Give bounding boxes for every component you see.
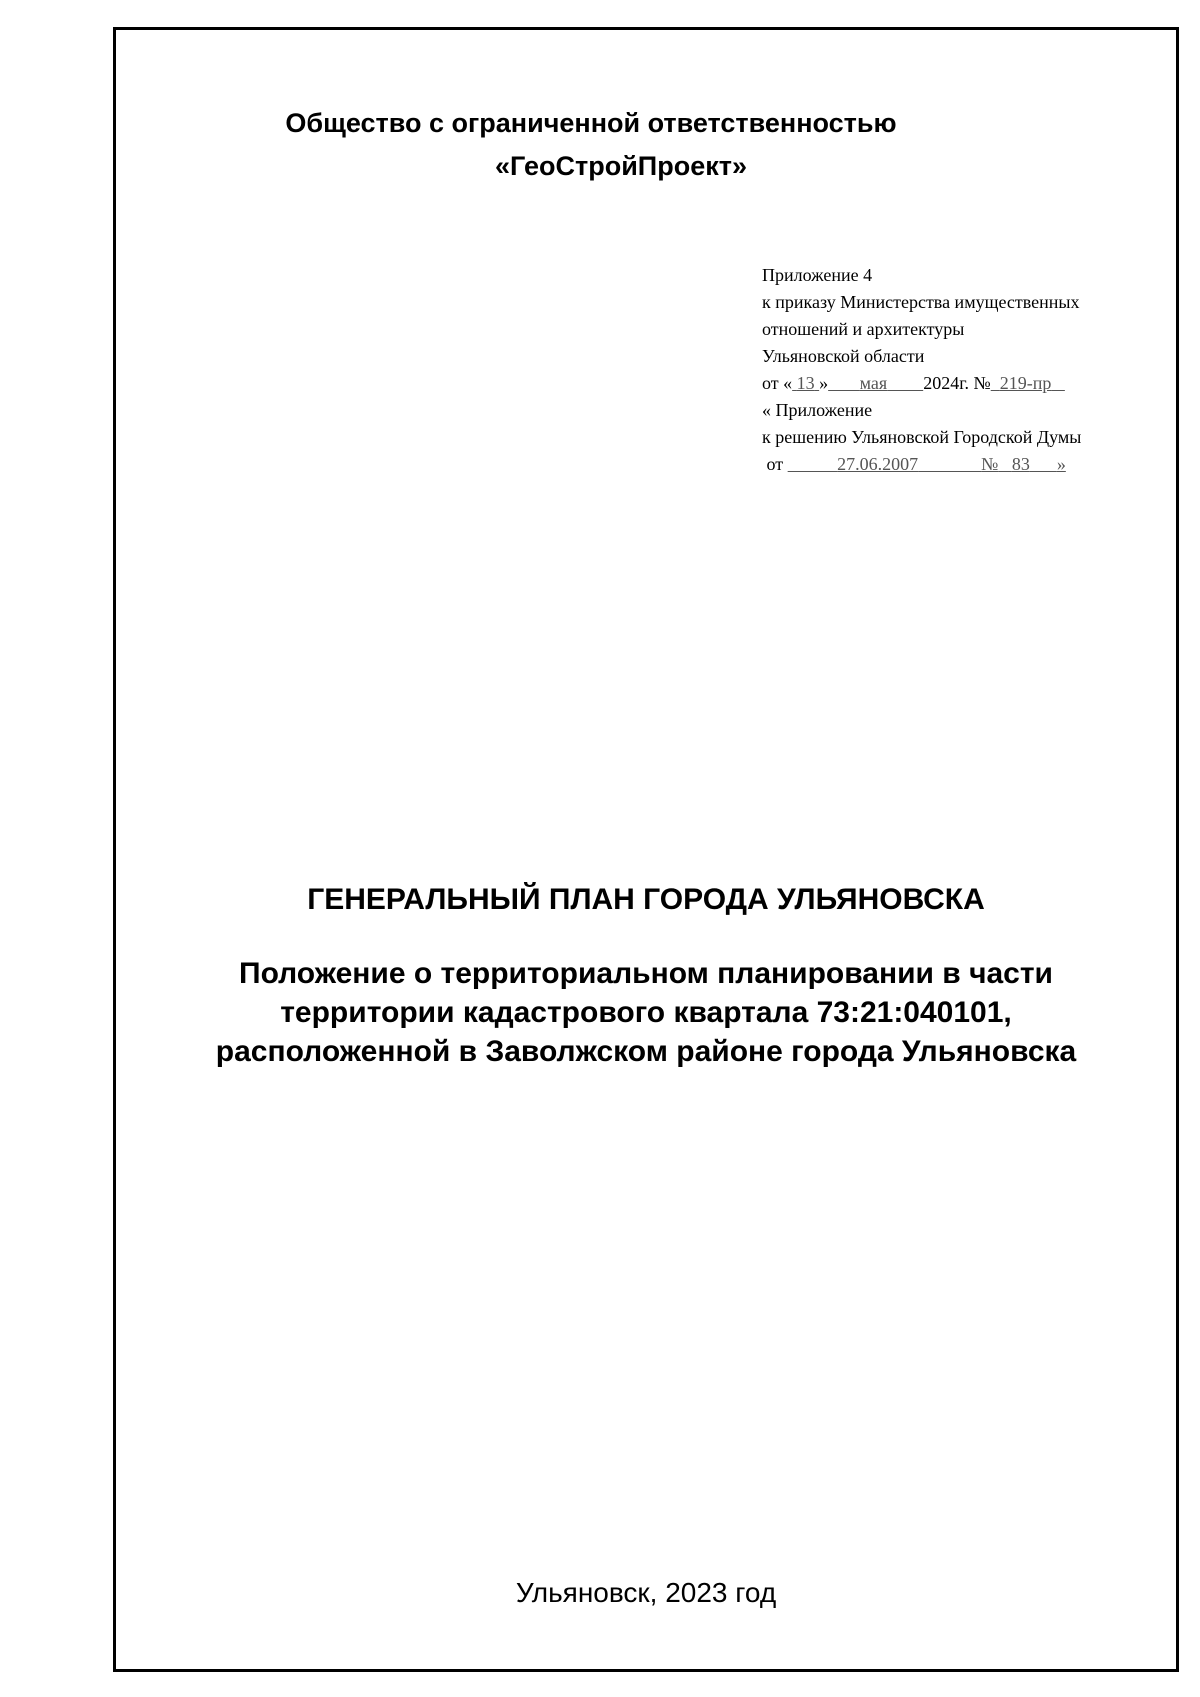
appendix-line-2: к приказу Министерства имущественных: [762, 292, 1080, 312]
subtitle-line-1: Положение о территориальном планировании в части: [239, 957, 1053, 990]
order-day: 13: [796, 373, 815, 393]
decision-no-label: №: [981, 454, 999, 474]
organization-name: «ГеоСтройПроект»: [495, 151, 747, 181]
organization-line-1: Общество с ограниченной ответственностью: [285, 108, 897, 138]
appendix-line-6: « Приложение: [762, 400, 873, 420]
order-date-line: [762, 370, 1081, 397]
order-prefix: от «: [762, 373, 793, 393]
decision-number: 83: [1011, 454, 1030, 474]
decision-prefix: от: [766, 454, 784, 474]
decision-close: »: [1056, 454, 1066, 474]
document-subtitle: [113, 954, 1179, 1071]
order-number: 219-пр: [999, 373, 1052, 393]
appendix-line-3: отношений и архитектуры: [762, 319, 965, 339]
subtitle-line-3: расположенной в Заволжском районе города Ульяновска: [215, 1035, 1077, 1068]
order-month: мая: [859, 373, 888, 393]
document-title: ГЕНЕРАЛЬНЫЙ ПЛАН ГОРОДА УЛЬЯНОВСКА: [307, 883, 985, 916]
order-day-close: »: [819, 373, 829, 393]
decision-date-line: [762, 451, 1081, 478]
appendix-block: [762, 262, 1081, 478]
organization-header: [113, 102, 1179, 188]
appendix-line-4: Ульяновской области: [762, 346, 925, 366]
subtitle-line-2: территории кадастрового квартала 73:21:040101,: [280, 996, 1012, 1029]
appendix-line-7: к решению Ульяновской Городской Думы: [762, 427, 1082, 447]
order-year: 2024г. №: [923, 373, 991, 393]
place-and-year: Ульяновск, 2023 год: [515, 1577, 777, 1608]
appendix-number: Приложение 4: [762, 265, 873, 285]
decision-date: 27.06.2007: [837, 454, 919, 474]
